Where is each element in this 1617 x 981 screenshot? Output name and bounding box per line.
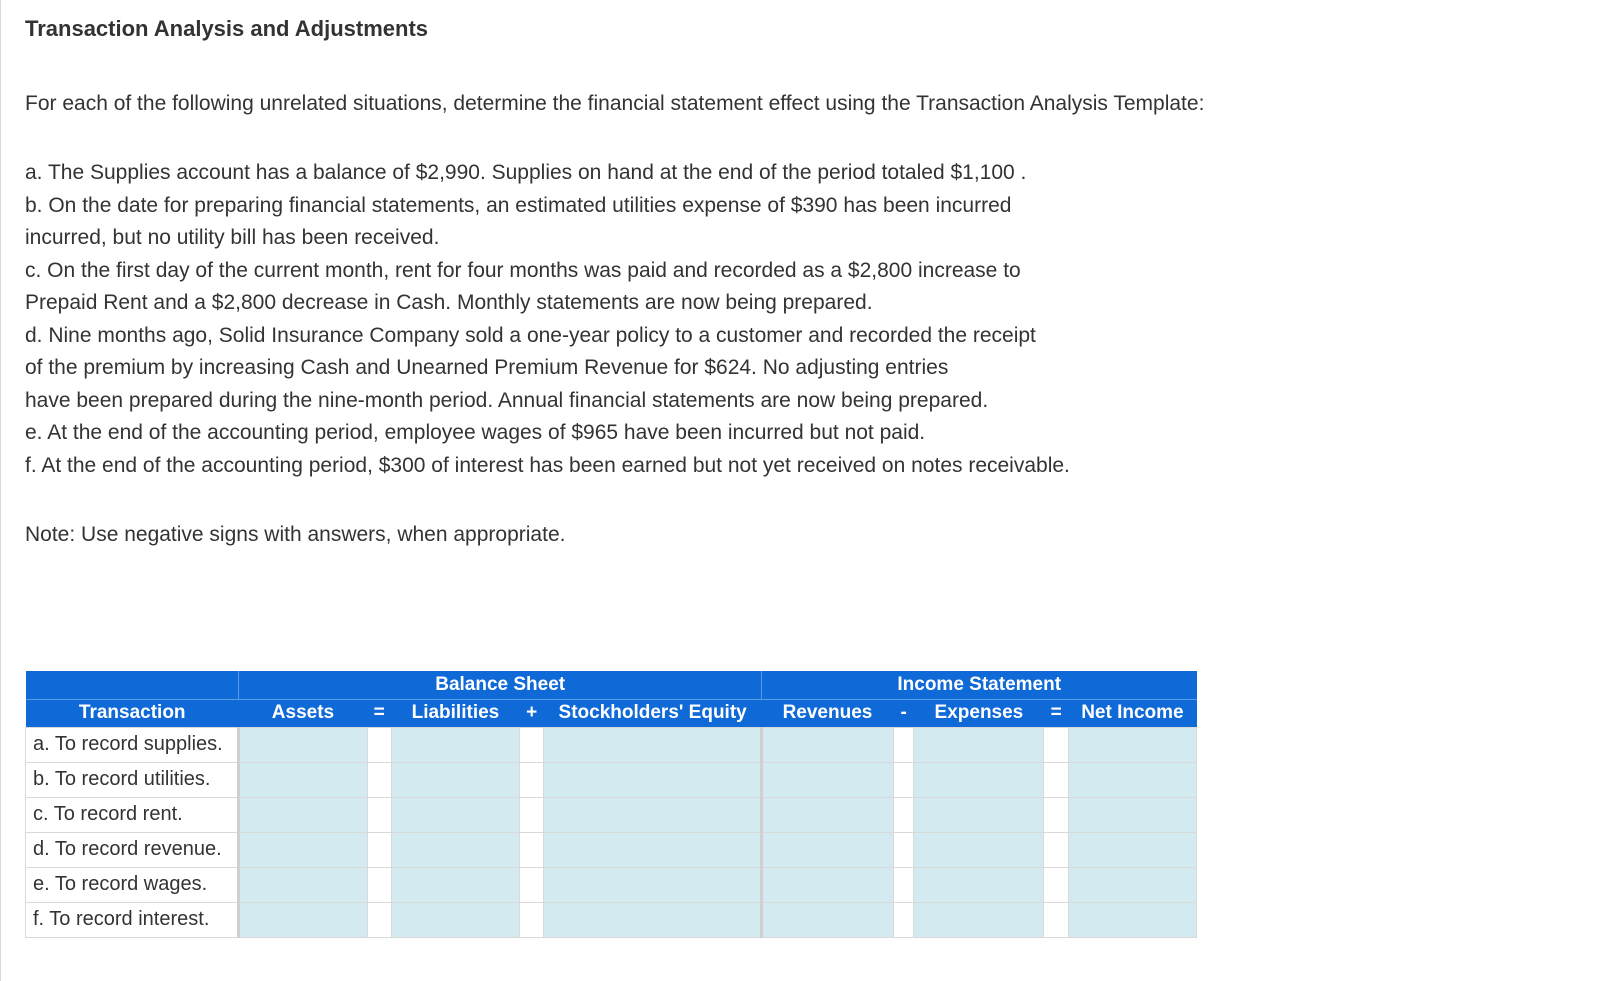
instructions-text: For each of the following unrelated situations, determine the financial statement effect using the Transaction Analysis Template:: [25, 92, 1205, 115]
equity-input[interactable]: [544, 727, 762, 762]
assets-input[interactable]: [239, 762, 367, 797]
row-label: d. To record revenue.: [26, 832, 239, 867]
equity-input[interactable]: [544, 902, 762, 937]
liabilities-input[interactable]: [391, 867, 519, 902]
situation-line: d. Nine months ago, Solid Insurance Company sold a one-year policy to a customer and recorded the receipt: [25, 323, 1036, 347]
situation-line: a. The Supplies account has a balance of $2,990. Supplies on hand at the end of the period totaled $1,100 .: [25, 161, 1027, 184]
equity-input[interactable]: [544, 797, 762, 832]
assets-input[interactable]: [239, 727, 367, 762]
net-income-column-header: Net Income: [1068, 699, 1196, 727]
assets-input[interactable]: [239, 902, 367, 937]
assets-input[interactable]: [239, 832, 367, 867]
operator-cell: [519, 867, 543, 902]
net-income-input[interactable]: [1068, 867, 1196, 902]
net-income-input[interactable]: [1068, 832, 1196, 867]
net-income-input[interactable]: [1068, 762, 1196, 797]
equals-operator: =: [1044, 699, 1068, 727]
row-label: c. To record rent.: [26, 797, 239, 832]
operator-cell: [894, 832, 914, 867]
expenses-input[interactable]: [914, 832, 1044, 867]
table-row: [26, 902, 1197, 937]
table-row: [26, 762, 1197, 797]
assets-input[interactable]: [239, 797, 367, 832]
expenses-input[interactable]: [914, 867, 1044, 902]
operator-cell: [894, 797, 914, 832]
operator-cell: [1044, 797, 1068, 832]
row-label: b. To record utilities.: [26, 762, 239, 797]
liabilities-column-header: Liabilities: [391, 699, 519, 727]
situation-line: incurred, but no utility bill has been received.: [25, 226, 440, 249]
revenues-column-header: Revenues: [761, 699, 893, 727]
liabilities-input[interactable]: [391, 902, 519, 937]
revenues-input[interactable]: [761, 727, 893, 762]
net-income-input[interactable]: [1068, 727, 1196, 762]
table-row: [26, 867, 1197, 902]
operator-cell: [1044, 832, 1068, 867]
expenses-input[interactable]: [914, 762, 1044, 797]
income-statement-header: Income Statement: [761, 671, 1196, 699]
operator-cell: [367, 797, 391, 832]
expenses-column-header: Expenses: [914, 699, 1044, 727]
situation-line: of the premium by increasing Cash and Unearned Premium Revenue for $624. No adjusting entries: [25, 356, 949, 379]
situation-line: have been prepared during the nine-month period. Annual financial statements are now being prepared.: [25, 388, 989, 412]
liabilities-input[interactable]: [391, 797, 519, 832]
operator-cell: [519, 832, 543, 867]
revenues-input[interactable]: [761, 797, 893, 832]
operator-cell: [894, 867, 914, 902]
table-row: [26, 797, 1197, 832]
assets-column-header: Assets: [239, 699, 367, 727]
transaction-analysis-table: [25, 671, 1197, 938]
expenses-input[interactable]: [914, 902, 1044, 937]
operator-cell: [367, 867, 391, 902]
equity-column-header: Stockholders' Equity: [544, 699, 762, 727]
plus-operator: +: [519, 699, 543, 727]
equity-input[interactable]: [544, 762, 762, 797]
operator-cell: [894, 762, 914, 797]
net-income-input[interactable]: [1068, 797, 1196, 832]
group-header-row: [26, 671, 1197, 699]
blank-header: [26, 671, 239, 699]
situation-line: b. On the date for preparing financial statements, an estimated utilities expense of $390 has been incurred: [25, 193, 1012, 217]
situations-list: [25, 157, 1070, 482]
transaction-column-header: Transaction: [26, 699, 239, 727]
operator-cell: [519, 727, 543, 762]
revenues-input[interactable]: [761, 902, 893, 937]
row-label: e. To record wages.: [26, 867, 239, 902]
page-title: Transaction Analysis and Adjustments: [25, 16, 429, 41]
equity-input[interactable]: [544, 832, 762, 867]
column-header-row: [26, 699, 1197, 727]
operator-cell: [367, 832, 391, 867]
revenues-input[interactable]: [761, 832, 893, 867]
net-income-input[interactable]: [1068, 902, 1196, 937]
operator-cell: [519, 762, 543, 797]
operator-cell: [1044, 902, 1068, 937]
note-text: Note: Use negative signs with answers, when appropriate.: [25, 523, 566, 546]
liabilities-input[interactable]: [391, 727, 519, 762]
liabilities-input[interactable]: [391, 832, 519, 867]
revenues-input[interactable]: [761, 762, 893, 797]
liabilities-input[interactable]: [391, 762, 519, 797]
minus-operator: -: [894, 699, 914, 727]
operator-cell: [367, 902, 391, 937]
operator-cell: [519, 797, 543, 832]
row-label: a. To record supplies.: [26, 727, 239, 762]
table-row: [26, 832, 1197, 867]
situation-line: f. At the end of the accounting period, $300 of interest has been earned but not yet received on notes receivable.: [25, 453, 1070, 477]
equals-operator: =: [367, 699, 391, 727]
operator-cell: [1044, 727, 1068, 762]
operator-cell: [519, 902, 543, 937]
operator-cell: [894, 727, 914, 762]
row-label: f. To record interest.: [26, 902, 239, 937]
operator-cell: [1044, 762, 1068, 797]
assets-input[interactable]: [239, 867, 367, 902]
revenues-input[interactable]: [761, 867, 893, 902]
equity-input[interactable]: [544, 867, 762, 902]
table-row: [26, 727, 1197, 762]
expenses-input[interactable]: [914, 797, 1044, 832]
expenses-input[interactable]: [914, 727, 1044, 762]
situation-line: Prepaid Rent and a $2,800 decrease in Cash. Monthly statements are now being prepared.: [25, 291, 873, 314]
operator-cell: [367, 762, 391, 797]
operator-cell: [367, 727, 391, 762]
operator-cell: [1044, 867, 1068, 902]
situation-line: e. At the end of the accounting period, employee wages of $965 have been incurred but not paid.: [25, 421, 926, 444]
situation-line: c. On the first day of the current month, rent for four months was paid and recorded as a $2,800 increase to: [25, 258, 1021, 282]
operator-cell: [894, 902, 914, 937]
balance-sheet-header: Balance Sheet: [239, 671, 761, 699]
